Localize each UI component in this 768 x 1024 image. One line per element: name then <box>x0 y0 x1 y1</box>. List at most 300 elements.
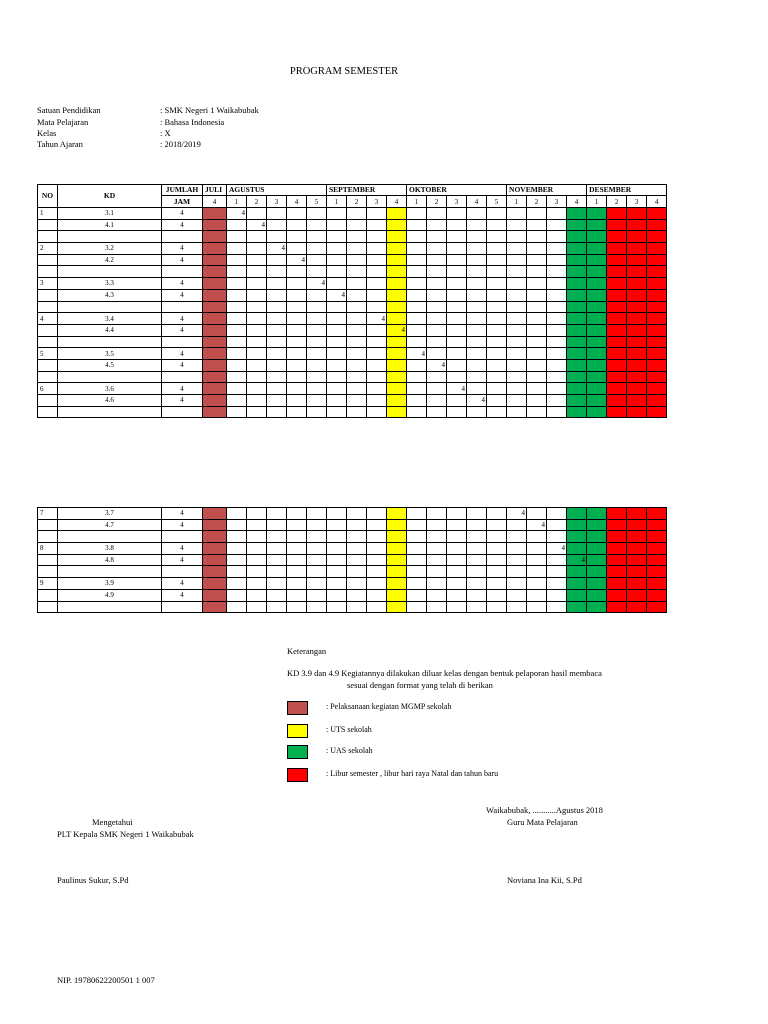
week-cell <box>347 543 367 555</box>
week-cell <box>307 395 327 407</box>
week-cell <box>307 243 327 255</box>
week-cell <box>407 566 427 578</box>
week-cell <box>267 301 287 313</box>
week-cell <box>327 601 347 613</box>
week-cell <box>647 254 667 266</box>
week-cell <box>247 359 267 371</box>
week-cell: 4 <box>507 508 527 520</box>
week-cell <box>447 348 467 360</box>
week-cell <box>487 219 507 231</box>
week-cell <box>587 371 607 383</box>
week-cell <box>487 289 507 301</box>
week-cell <box>367 301 387 313</box>
page-title-text: PROGRAM SEMESTER <box>289 66 399 77</box>
week-cell <box>647 531 667 543</box>
week-cell <box>327 208 347 220</box>
week-cell <box>347 508 367 520</box>
week-cell <box>387 554 407 566</box>
week-cell <box>227 383 247 395</box>
week-cell <box>327 519 347 531</box>
week-cell <box>227 519 247 531</box>
week-cell <box>347 566 367 578</box>
row-jam <box>162 336 203 348</box>
week-cell <box>407 578 427 590</box>
week-cell <box>287 566 307 578</box>
week-cell <box>487 324 507 336</box>
week-cell <box>327 301 347 313</box>
week-cell <box>407 543 427 555</box>
week-cell <box>307 289 327 301</box>
week-cell <box>487 406 507 418</box>
week-header: 3 <box>267 196 287 208</box>
week-cell <box>647 554 667 566</box>
week-cell <box>387 371 407 383</box>
week-cell <box>587 359 607 371</box>
row-kd: 3.3 <box>58 278 162 290</box>
week-cell <box>247 554 267 566</box>
table-row <box>38 359 667 371</box>
week-cell <box>587 543 607 555</box>
week-cell <box>327 278 347 290</box>
week-cell <box>203 348 227 360</box>
week-cell: 4 <box>547 543 567 555</box>
week-cell <box>427 554 447 566</box>
week-cell <box>527 266 547 278</box>
week-cell <box>607 395 627 407</box>
table-row <box>38 324 667 336</box>
week-cell <box>627 395 647 407</box>
week-cell <box>307 554 327 566</box>
week-cell <box>367 543 387 555</box>
week-cell <box>407 243 427 255</box>
week-cell <box>607 266 627 278</box>
week-cell <box>307 301 327 313</box>
table-row <box>38 313 667 325</box>
table-row <box>38 508 667 520</box>
week-cell <box>427 301 447 313</box>
week-cell <box>487 566 507 578</box>
week-cell <box>607 336 627 348</box>
legend-swatch-uts <box>287 724 308 738</box>
week-cell <box>387 578 407 590</box>
week-cell <box>467 208 487 220</box>
week-cell <box>627 301 647 313</box>
week-cell <box>203 324 227 336</box>
week-cell <box>287 243 307 255</box>
head-jam: JAM <box>162 196 203 208</box>
week-cell <box>587 519 607 531</box>
week-cell <box>347 383 367 395</box>
legend-label-mgmp: : Pelaksanaan kegiatan MGMP sekolah <box>326 702 452 711</box>
week-cell <box>367 601 387 613</box>
week-cell <box>427 395 447 407</box>
week-cell <box>607 231 627 243</box>
week-cell <box>407 371 427 383</box>
week-cell <box>307 601 327 613</box>
week-cell <box>547 254 567 266</box>
week-cell <box>627 359 647 371</box>
week-cell <box>487 336 507 348</box>
row-kd <box>58 601 162 613</box>
week-cell: 4 <box>387 324 407 336</box>
week-cell <box>507 266 527 278</box>
week-cell <box>227 589 247 601</box>
week-cell <box>203 554 227 566</box>
row-no <box>38 519 58 531</box>
week-cell <box>387 543 407 555</box>
row-kd <box>58 406 162 418</box>
week-cell <box>427 601 447 613</box>
week-header: 4 <box>387 196 407 208</box>
week-cell <box>387 589 407 601</box>
keterangan-note-2: sesuai dengan format yang telah di berikan <box>347 680 493 690</box>
week-cell <box>467 266 487 278</box>
week-cell <box>447 554 467 566</box>
week-cell <box>547 324 567 336</box>
week-cell <box>607 208 627 220</box>
week-cell <box>567 289 587 301</box>
week-cell <box>567 336 587 348</box>
week-cell <box>587 266 607 278</box>
week-cell <box>627 578 647 590</box>
week-cell <box>447 289 467 301</box>
week-cell <box>203 566 227 578</box>
week-cell <box>467 324 487 336</box>
week-cell <box>587 231 607 243</box>
week-header: 1 <box>587 196 607 208</box>
week-cell <box>447 254 467 266</box>
week-cell <box>347 589 367 601</box>
week-cell <box>267 554 287 566</box>
week-cell <box>507 589 527 601</box>
week-cell <box>627 371 647 383</box>
week-cell <box>367 395 387 407</box>
week-cell <box>547 243 567 255</box>
row-jam: 4 <box>162 508 203 520</box>
week-cell: 4 <box>527 519 547 531</box>
row-jam <box>162 531 203 543</box>
week-cell <box>307 589 327 601</box>
week-cell <box>647 208 667 220</box>
week-cell <box>427 519 447 531</box>
week-cell <box>267 566 287 578</box>
week-cell <box>507 543 527 555</box>
week-cell: 4 <box>407 348 427 360</box>
week-cell <box>427 313 447 325</box>
week-cell <box>567 208 587 220</box>
week-cell: 4 <box>367 313 387 325</box>
week-cell <box>447 395 467 407</box>
week-cell <box>507 324 527 336</box>
week-cell <box>367 336 387 348</box>
week-cell <box>247 531 267 543</box>
week-cell <box>327 543 347 555</box>
week-cell <box>587 383 607 395</box>
week-header: 1 <box>407 196 427 208</box>
week-cell <box>467 359 487 371</box>
week-header: 2 <box>427 196 447 208</box>
week-cell <box>347 406 367 418</box>
week-cell <box>203 336 227 348</box>
row-kd: 3.4 <box>58 313 162 325</box>
week-cell <box>487 301 507 313</box>
week-cell <box>427 243 447 255</box>
week-cell <box>547 231 567 243</box>
week-cell <box>647 301 667 313</box>
week-header: 4 <box>567 196 587 208</box>
week-cell <box>587 601 607 613</box>
table-row <box>38 231 667 243</box>
row-kd: 3.1 <box>58 208 162 220</box>
week-cell <box>547 519 567 531</box>
row-jam: 4 <box>162 254 203 266</box>
row-no: 4 <box>38 313 58 325</box>
week-cell <box>587 219 607 231</box>
week-cell <box>527 324 547 336</box>
week-cell <box>327 383 347 395</box>
week-cell <box>267 278 287 290</box>
week-cell <box>507 406 527 418</box>
week-cell <box>247 519 267 531</box>
week-cell <box>527 383 547 395</box>
week-cell <box>607 219 627 231</box>
week-cell <box>587 406 607 418</box>
week-cell <box>467 313 487 325</box>
week-cell <box>347 278 367 290</box>
week-cell <box>487 348 507 360</box>
week-cell <box>527 289 547 301</box>
week-header: 2 <box>347 196 367 208</box>
week-cell <box>627 543 647 555</box>
week-cell <box>487 243 507 255</box>
week-cell <box>527 395 547 407</box>
month-header: NOVEMBER <box>507 185 587 196</box>
week-cell <box>467 406 487 418</box>
week-cell <box>507 301 527 313</box>
week-cell <box>547 601 567 613</box>
week-cell <box>547 508 567 520</box>
kepala-title: PLT Kepala SMK Negeri 1 Waikabubak <box>57 829 194 839</box>
week-cell <box>427 324 447 336</box>
week-cell <box>267 336 287 348</box>
week-cell <box>507 289 527 301</box>
guru-name: Noviana Ina Kii, S.Pd <box>507 875 582 885</box>
week-cell <box>527 313 547 325</box>
week-cell <box>327 578 347 590</box>
week-cell <box>367 531 387 543</box>
week-cell <box>627 254 647 266</box>
week-cell <box>587 566 607 578</box>
week-cell <box>607 519 627 531</box>
week-cell <box>427 578 447 590</box>
week-cell <box>467 601 487 613</box>
week-cell <box>227 348 247 360</box>
week-header: 4 <box>203 196 227 208</box>
row-no <box>38 406 58 418</box>
week-cell <box>227 278 247 290</box>
table-row <box>38 278 667 290</box>
week-cell <box>327 324 347 336</box>
week-cell <box>527 243 547 255</box>
row-kd: 4.7 <box>58 519 162 531</box>
table-row <box>38 543 667 555</box>
week-cell <box>327 313 347 325</box>
row-kd: 3.7 <box>58 508 162 520</box>
row-kd: 3.6 <box>58 383 162 395</box>
week-cell <box>467 589 487 601</box>
week-cell <box>587 395 607 407</box>
table-row <box>38 208 667 220</box>
week-cell <box>307 519 327 531</box>
week-cell <box>287 578 307 590</box>
week-cell <box>387 348 407 360</box>
week-cell <box>467 519 487 531</box>
row-kd: 3.9 <box>58 578 162 590</box>
week-cell <box>247 301 267 313</box>
week-cell <box>347 243 367 255</box>
row-kd <box>58 566 162 578</box>
week-cell <box>247 278 267 290</box>
week-cell <box>247 589 267 601</box>
week-cell <box>307 324 327 336</box>
week-cell <box>627 289 647 301</box>
week-cell <box>267 519 287 531</box>
legend-swatch-uas <box>287 745 308 759</box>
week-cell <box>287 383 307 395</box>
week-cell <box>607 313 627 325</box>
week-cell <box>367 219 387 231</box>
week-cell <box>587 254 607 266</box>
week-cell <box>607 531 627 543</box>
week-cell <box>567 395 587 407</box>
week-cell <box>407 278 427 290</box>
week-cell <box>447 531 467 543</box>
week-header: 2 <box>247 196 267 208</box>
week-cell <box>407 531 427 543</box>
week-cell <box>647 508 667 520</box>
row-no <box>38 601 58 613</box>
week-cell <box>447 519 467 531</box>
week-cell <box>647 566 667 578</box>
week-cell <box>447 589 467 601</box>
table-row <box>38 336 667 348</box>
week-cell <box>567 543 587 555</box>
table-row <box>38 601 667 613</box>
week-cell <box>327 348 347 360</box>
week-cell <box>287 601 307 613</box>
week-cell <box>607 243 627 255</box>
week-cell <box>327 566 347 578</box>
week-cell <box>307 406 327 418</box>
row-jam: 4 <box>162 395 203 407</box>
info-label: Mata Pelajaran <box>37 117 89 127</box>
week-cell <box>307 348 327 360</box>
week-cell <box>587 531 607 543</box>
row-jam: 4 <box>162 359 203 371</box>
week-cell <box>327 243 347 255</box>
week-cell <box>427 208 447 220</box>
week-cell <box>227 601 247 613</box>
week-cell <box>227 406 247 418</box>
week-cell <box>627 383 647 395</box>
week-cell <box>427 219 447 231</box>
week-cell <box>607 554 627 566</box>
week-header: 3 <box>367 196 387 208</box>
week-cell <box>347 324 367 336</box>
row-jam: 4 <box>162 578 203 590</box>
week-cell <box>387 406 407 418</box>
week-cell <box>567 508 587 520</box>
week-cell <box>487 543 507 555</box>
week-cell <box>527 531 547 543</box>
week-cell <box>387 383 407 395</box>
week-cell <box>387 359 407 371</box>
week-cell <box>367 243 387 255</box>
week-cell <box>467 566 487 578</box>
week-cell: 4 <box>467 395 487 407</box>
row-no <box>38 231 58 243</box>
row-kd: 3.5 <box>58 348 162 360</box>
row-kd: 4.5 <box>58 359 162 371</box>
week-header: 2 <box>607 196 627 208</box>
week-cell <box>527 589 547 601</box>
week-cell <box>327 336 347 348</box>
week-cell <box>487 278 507 290</box>
week-header: 2 <box>527 196 547 208</box>
week-cell <box>547 301 567 313</box>
week-cell <box>567 301 587 313</box>
week-cell <box>447 313 467 325</box>
head-no: NO <box>38 185 58 208</box>
week-cell <box>467 578 487 590</box>
week-cell <box>287 324 307 336</box>
week-cell <box>627 566 647 578</box>
week-cell <box>367 348 387 360</box>
week-cell <box>547 371 567 383</box>
week-cell <box>487 371 507 383</box>
week-cell <box>307 543 327 555</box>
week-cell <box>307 371 327 383</box>
row-no: 9 <box>38 578 58 590</box>
week-cell <box>307 208 327 220</box>
row-kd <box>58 301 162 313</box>
week-cell <box>287 266 307 278</box>
week-cell <box>227 336 247 348</box>
week-cell <box>407 336 427 348</box>
row-kd: 4.4 <box>58 324 162 336</box>
week-cell <box>387 336 407 348</box>
row-kd: 4.6 <box>58 395 162 407</box>
head-kd: KD <box>58 185 162 208</box>
week-cell <box>367 554 387 566</box>
week-cell <box>547 554 567 566</box>
week-cell <box>467 371 487 383</box>
table-row <box>38 589 667 601</box>
row-jam: 4 <box>162 219 203 231</box>
week-cell <box>347 601 367 613</box>
week-cell <box>247 313 267 325</box>
week-cell <box>307 566 327 578</box>
week-cell <box>287 406 307 418</box>
week-cell <box>227 359 247 371</box>
week-cell <box>247 383 267 395</box>
week-cell <box>627 266 647 278</box>
week-cell <box>203 601 227 613</box>
week-cell <box>203 208 227 220</box>
week-cell <box>347 336 367 348</box>
week-cell <box>487 601 507 613</box>
week-cell <box>567 324 587 336</box>
